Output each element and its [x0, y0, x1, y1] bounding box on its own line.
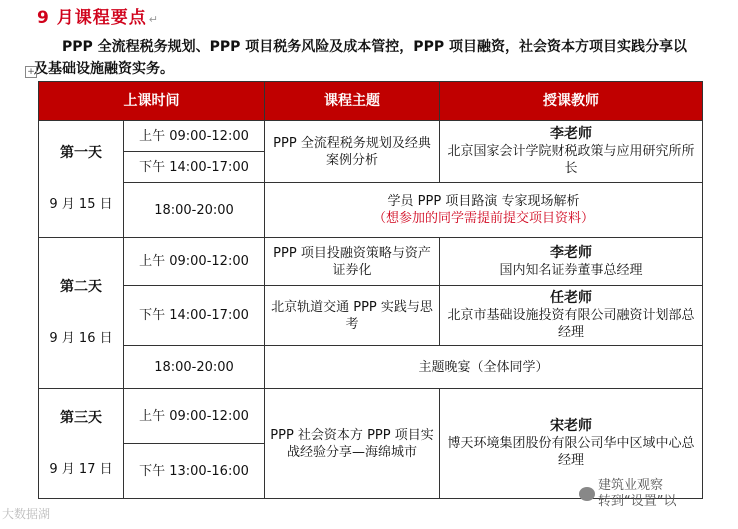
header-topic: 课程主题 [265, 82, 440, 121]
header-time: 上课时间 [39, 82, 265, 121]
paragraph-mark-icon: ↵ [148, 13, 159, 26]
teacher-name: 任老师 [550, 290, 592, 306]
table-row [39, 286, 703, 346]
day-name: 第二天 [60, 279, 102, 295]
table-row [39, 346, 703, 389]
table-row [39, 121, 703, 152]
time-slot: 下午 14:00-17:00 [124, 152, 265, 183]
time-slot: 下午 14:00-17:00 [124, 286, 265, 346]
teacher-name: 李老师 [550, 126, 592, 142]
course-schedule-table [38, 81, 703, 499]
teacher-title: 北京国家会计学院财税政策与应用研究所所长 [447, 144, 695, 176]
time-slot: 上午 09:00-12:00 [124, 238, 265, 286]
day-name: 第一天 [60, 145, 102, 161]
teacher-title: 博天环境集团股份有限公司华中区域中心总经理 [447, 436, 695, 468]
day-cell [39, 389, 124, 499]
time-slot: 18:00-20:00 [124, 183, 265, 238]
evening-cell: 主题晚宴（全体同学） [265, 346, 703, 389]
topic-cell: PPP 全流程税务规划及经典案例分析 [265, 121, 440, 183]
header-teacher: 授课教师 [440, 82, 703, 121]
table-header-row [39, 82, 703, 121]
evening-note: （想参加的同学需提前提交项目资料） [372, 211, 594, 226]
topic-cell: 北京轨道交通 PPP 实践与思考 [265, 286, 440, 346]
table-row [39, 183, 703, 238]
time-slot: 18:00-20:00 [124, 346, 265, 389]
table-row [39, 238, 703, 286]
day-date: 9 月 15 日 [49, 197, 113, 212]
evening-activity: 学员 PPP 项目路演 专家现场解析 [387, 194, 580, 209]
page-title: 9 月课程要点 ↵ [37, 8, 159, 28]
watermark-account: 建筑业观察 [598, 478, 664, 493]
time-slot: 上午 09:00-12:00 [124, 121, 265, 152]
day-cell [39, 121, 124, 238]
teacher-title: 北京市基础设施投资有限公司融资计划部总经理 [447, 308, 695, 340]
watermark-right [598, 478, 676, 510]
teacher-name: 李老师 [550, 244, 592, 261]
teacher-cell [440, 121, 703, 183]
intro-paragraph: PPP 全流程税务规划、PPP 项目税务风险及成本管控，PPP 项目融资，社会资本方项目实践分享以及基础设施融资实务。 [34, 39, 687, 77]
evening-cell [265, 183, 703, 238]
teacher-cell [440, 286, 703, 346]
teacher-cell [440, 238, 703, 286]
day-cell [39, 238, 124, 389]
day-name: 第三天 [60, 409, 102, 426]
watermark-left: 大数据湖 [2, 507, 51, 521]
day-date: 9 月 17 日 [49, 461, 113, 477]
time-slot: 上午 09:00-12:00 [124, 389, 265, 444]
wechat-icon [579, 487, 595, 501]
teacher-title: 国内知名证券董事总经理 [499, 262, 643, 278]
watermark-activate: 转到“设置”以 [598, 494, 677, 509]
teacher-name: 宋老师 [550, 418, 592, 434]
topic-cell: PPP 项目投融资策略与资产证券化 [265, 238, 440, 286]
day-date: 9 月 16 日 [49, 331, 113, 346]
table-move-handle-icon[interactable]: + [25, 66, 37, 78]
table-row [39, 389, 703, 444]
time-slot: 下午 13:00-16:00 [124, 444, 265, 499]
topic-cell: PPP 社会资本方 PPP 项目实战经验分享—海绵城市 [265, 389, 440, 499]
